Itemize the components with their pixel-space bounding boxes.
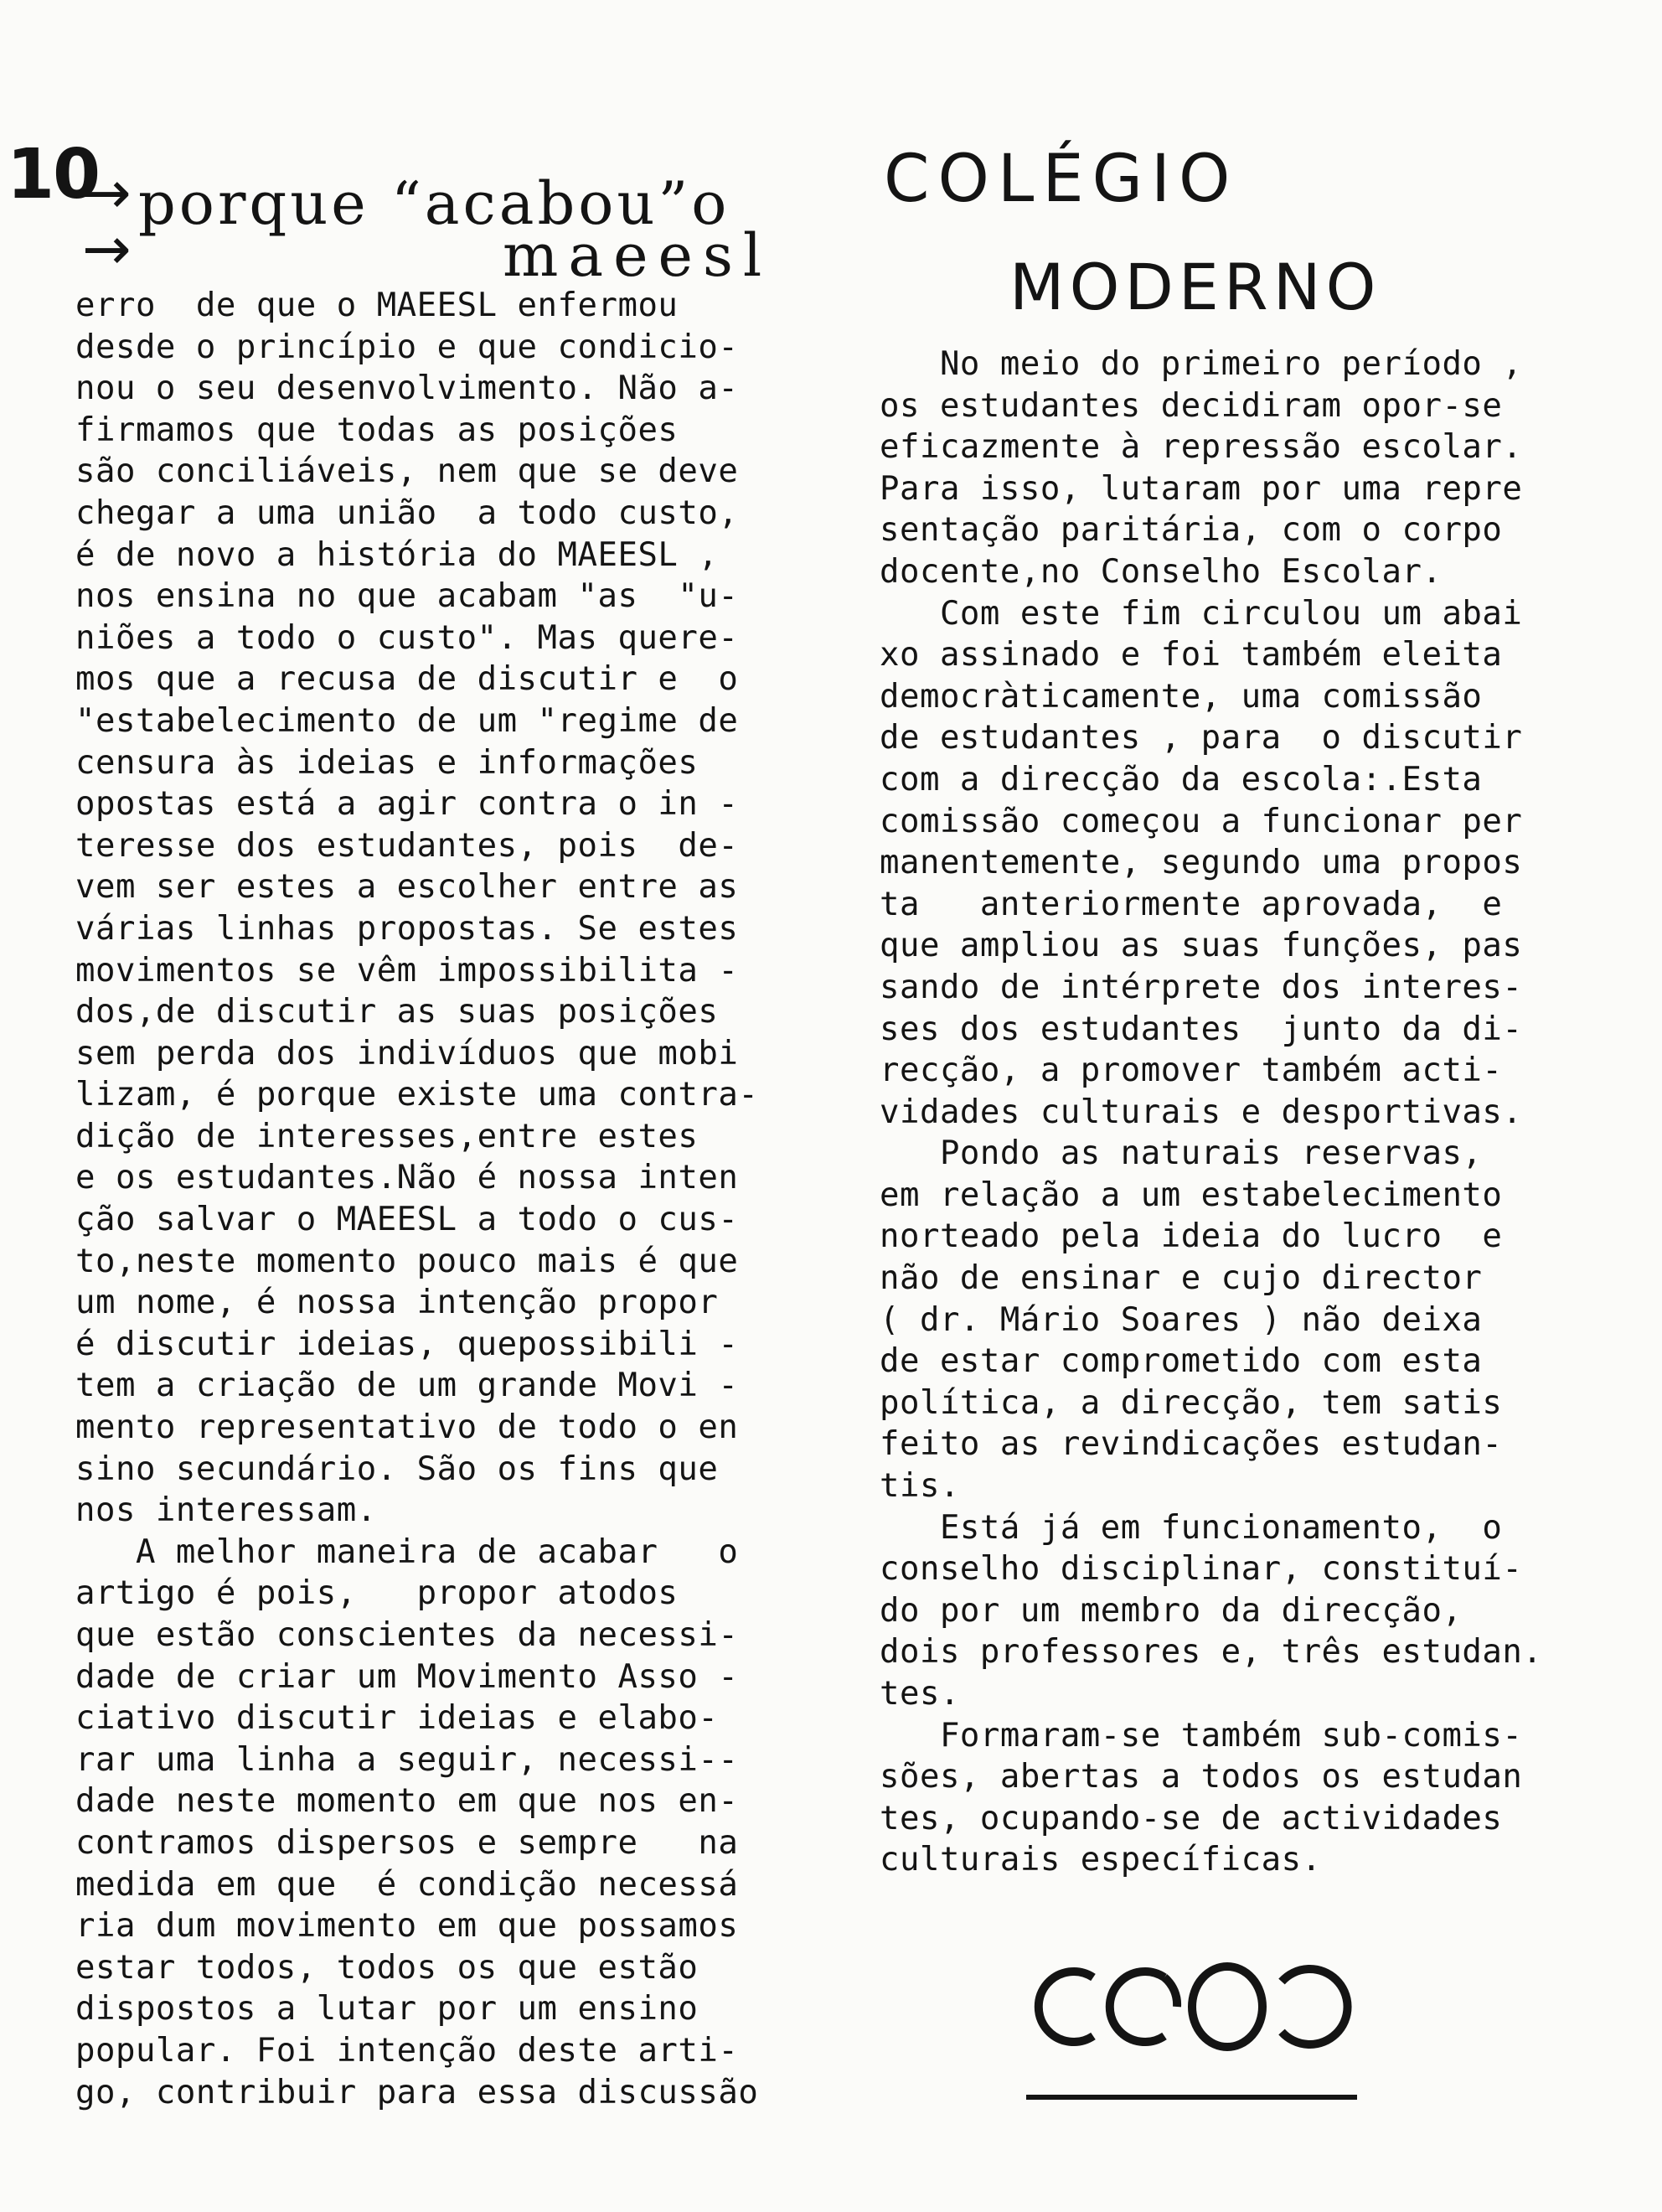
text-line: mento representativo de todo o en [75,1408,739,1447]
text-line: democràticamente, uma comissão [880,677,1483,716]
text-line: sino secundário. São os fins que [75,1450,719,1488]
left-article-title-line-1: porque “acabou”o [138,169,730,238]
text-line: Está já em funcionamento, o [880,1508,1503,1547]
text-line: Formaram-se também sub-comis- [880,1716,1523,1755]
text-line: com a direcção da escola:.Esta [880,760,1483,798]
text-line: desde o princípio e que condicio- [75,328,739,366]
text-line: dois professores e, três estudan. [880,1633,1543,1672]
text-line: popular. Foi intenção deste arti- [75,2031,739,2070]
text-line: em relação a um estabelecimento [880,1176,1503,1214]
logo-underline [1026,2095,1357,2100]
text-line: dição de interesses,entre estes [75,1117,699,1155]
text-line: vidades culturais e desportivas. [880,1093,1523,1131]
text-line: conselho disciplinar, constituí- [880,1550,1523,1589]
text-line: tis. [880,1467,960,1506]
text-line: opostas está a agir contra o in - [75,785,739,824]
text-line: Pondo as naturais reservas, [880,1134,1483,1173]
text-line: comissão começou a funcionar per [880,802,1523,840]
text-line: não de ensinar e cujo director [880,1259,1483,1298]
text-line: Para isso, lutaram por uma repre [880,469,1523,508]
text-line: tem a criação de um grande Movi - [75,1367,739,1405]
text-line: sando de intérprete dos interes- [880,968,1523,1006]
text-line: rar uma linha a seguir, necessi-- [75,1740,739,1779]
text-line: ta anteriormente aprovada, e [880,885,1503,923]
text-line: xo assinado e foi também eleita [880,636,1503,674]
text-line: vem ser estes a escolher entre as [75,868,739,907]
text-line: "estabelecimento de um "regime de [75,701,739,740]
arrow-right-icon: → [82,214,132,283]
arrow-right-icon: → [82,158,132,227]
text-line: são conciliáveis, nem que se deve [75,452,739,491]
text-line: niões a todo o custo". Mas quere- [75,618,739,657]
text-line: várias linhas propostas. Se estes [75,909,739,948]
text-line: que ampliou as suas funções, pas [880,927,1523,965]
stylized-cooo-logo-icon [1014,1952,1399,2061]
text-line: firmamos que todas as posições [75,411,679,449]
text-line: sões, abertas a todos os estudan [880,1758,1523,1796]
right-article-title-line-2: MODERNO [1009,250,1381,324]
text-line: culturais específicas. [880,1841,1322,1879]
text-line: censura às ideias e informações [75,743,699,782]
text-line: feito as revindicações estudan- [880,1425,1503,1464]
text-line: A melhor maneira de acabar o [75,1532,739,1571]
text-line: nos ensina no que acabam "as "u- [75,577,739,616]
text-line: de estudantes , para o discutir [880,719,1523,757]
text-line: medida em que é condição necessá [75,1865,739,1904]
text-line: e os estudantes.Não é nossa inten [75,1159,739,1197]
text-line: é discutir ideias, quepossibili - [75,1325,739,1363]
text-line: sentação paritária, com o corpo [880,511,1503,550]
left-article-title-line-2: maeesl [503,221,772,290]
text-line: nou o seu desenvolvimento. Não a- [75,370,739,408]
text-line: os estudantes decidiram opor-se [880,386,1503,425]
text-line: ( dr. Mário Soares ) não deixa [880,1300,1483,1339]
text-line: é de novo a história do MAEESL , [75,535,719,574]
text-line: No meio do primeiro período , [880,345,1523,383]
text-line: do por um membro da direcção, [880,1591,1463,1630]
text-line: dos,de discutir as suas posições [75,993,719,1031]
text-line: lizam, é porque existe uma contra- [75,1076,759,1114]
text-line: go, contribuir para essa discussão [75,2073,759,2111]
text-line: to,neste momento pouco mais é que [75,1242,739,1280]
text-line: contramos dispersos e sempre na [75,1823,739,1862]
text-line: que estão conscientes da necessi- [75,1616,739,1654]
text-line: artigo é pois, propor atodos [75,1574,679,1613]
left-article-body [75,285,758,2113]
text-line: norteado pela ideia do lucro e [880,1217,1503,1256]
text-line: recção, a promover também acti- [880,1052,1503,1090]
text-line: ção salvar o MAEESL a todo o cus- [75,1201,739,1239]
text-line: estar todos, todos os que estão [75,1948,699,1987]
right-article-body [880,344,1542,1881]
text-line: dispostos a lutar por um ensino [75,1990,699,2029]
text-line: docente,no Conselho Escolar. [880,552,1443,591]
text-line: ses dos estudantes junto da di- [880,1010,1523,1048]
text-line: tes, ocupando-se de actividades [880,1799,1503,1837]
text-line: política, a direcção, tem satis [880,1383,1503,1422]
text-line: mos que a recusa de discutir e o [75,660,739,699]
text-line: erro de que o MAEESL enfermou [75,287,679,324]
right-article-title-line-1: COLÉGIO [884,142,1239,217]
text-line: movimentos se vêm impossibilita - [75,951,739,990]
text-line: sem perda dos indivíduos que mobi [75,1034,739,1072]
text-line: dade neste momento em que nos en- [75,1782,739,1821]
text-line: Com este fim circulou um abai [880,594,1523,633]
text-line: um nome, é nossa intenção propor [75,1284,719,1322]
text-line: de estar comprometido com esta [880,1342,1483,1381]
text-line: chegar a uma união a todo custo, [75,494,739,532]
text-line: ciativo discutir ideias e elabo- [75,1699,719,1738]
text-line: teresse dos estudantes, pois de- [75,826,739,865]
text-line: dade de criar um Movimento Asso - [75,1657,739,1696]
text-line: manentemente, segundo uma propos [880,844,1523,882]
text-line: eficazmente à repressão escolar. [880,428,1523,467]
text-line: nos interessam. [75,1491,377,1530]
page-number: 10 [7,135,100,214]
text-line: ria dum movimento em que possamos [75,1907,739,1946]
text-line: tes. [880,1675,960,1713]
